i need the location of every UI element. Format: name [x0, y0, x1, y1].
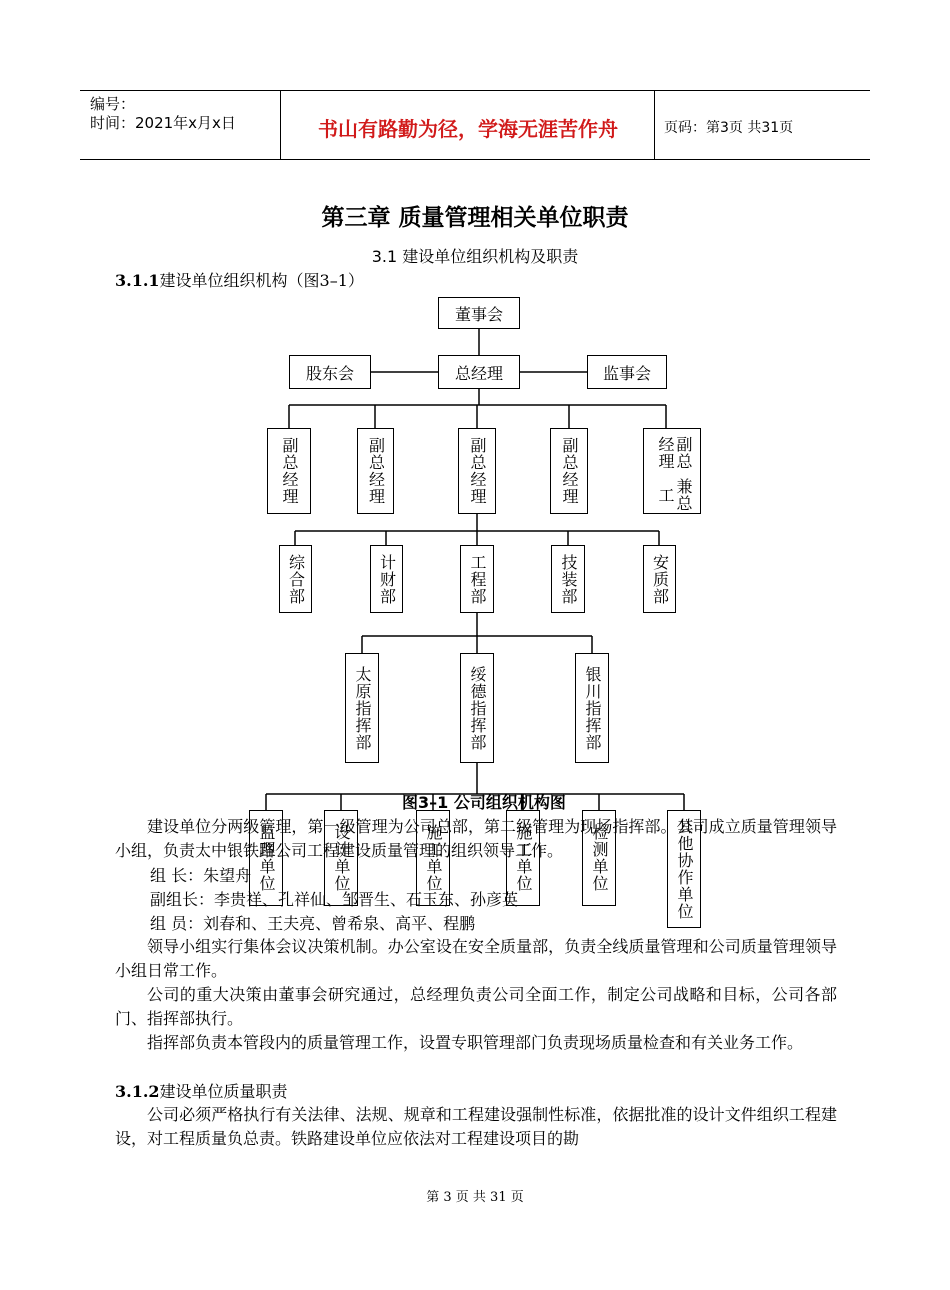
- header-divider: [654, 91, 655, 159]
- org-node-dept: [279, 545, 312, 613]
- org-node-board: 董事会: [438, 297, 520, 329]
- org-node-dept: [643, 545, 676, 613]
- page-footer: 第 3 页 共 31 页: [426, 1190, 524, 1205]
- subsection-number: 3.1.2: [115, 1082, 160, 1101]
- org-node-label: 太原指挥部: [353, 665, 372, 751]
- header-divider: [280, 91, 281, 159]
- org-node-vice-gm: [550, 428, 588, 514]
- subsection-number: 3.1.1: [115, 271, 160, 290]
- org-node-label: 副总经理: [366, 437, 386, 505]
- org-node-command: [460, 653, 494, 763]
- org-node-label: 副总经理: [560, 437, 579, 505]
- subsection-text: 建设单位组织机构（图3–1）: [159, 271, 364, 290]
- subsection-text: 建设单位质量职责: [159, 1082, 288, 1101]
- page-header: [80, 90, 870, 160]
- paragraph: 指挥部负责本管段内的质量管理工作，设置专职管理部门负责现场质量检查和有关业务工作。: [147, 1033, 804, 1052]
- org-node-label: 绥德指挥部: [468, 665, 487, 751]
- org-node-label: 技装部: [559, 553, 578, 605]
- header-motto: 书山有路勤为径，学海无涯苦作舟: [318, 117, 618, 141]
- org-node-vice-gm: [267, 428, 311, 514]
- figure-caption: 图3–1 公司组织机构图: [402, 793, 566, 812]
- org-node-command: [345, 653, 379, 763]
- org-node-label: 工程部: [468, 553, 487, 605]
- header-meta: [90, 95, 280, 133]
- org-node-vice-gm: [458, 428, 496, 514]
- section-title: 3.1 建设单位组织机构及职责: [371, 247, 579, 266]
- org-node-label: 施工单位: [424, 824, 443, 892]
- deputy-line: 副组长：李贵祥、孔祥仙、邹晋生、石玉东、孙彦英: [150, 890, 519, 909]
- org-node-supervisors: 监事会: [587, 355, 667, 389]
- org-node-general-manager: 总经理: [438, 355, 520, 389]
- org-node-label: 检测单位: [590, 824, 609, 892]
- org-node-label: 副总经理: [656, 436, 693, 470]
- org-node-vice-gm-chief-engineer: [643, 428, 701, 514]
- org-node-label: 副总经理: [280, 437, 299, 505]
- chapter-title: 第三章 质量管理相关单位职责: [321, 205, 629, 231]
- subsection-heading-312: [115, 1079, 288, 1102]
- members-line: 组 员：刘春和、王夫亮、曾希泉、高平、程鹏: [150, 914, 476, 933]
- org-node-dept: [551, 545, 585, 613]
- org-node-label: 综合部: [286, 553, 306, 605]
- org-node-label: 安质部: [650, 553, 670, 605]
- paragraph: 公司必须严格执行有关法律、法规、规章和工程建设强制性标准，依据批准的设计文件组织工程建设，对工程质量负总责。铁路建设单位应依法对工程建设项目的勘: [115, 1105, 837, 1148]
- page-indicator: 页码：第3页 共31页: [664, 120, 794, 136]
- org-node-label: 银川指挥部: [583, 665, 602, 751]
- org-node-dept: [370, 545, 403, 613]
- org-node-label: 兼总工: [656, 478, 693, 512]
- org-node-label: 其他协作单位: [675, 818, 694, 920]
- date-label: 时间：2021年x月x日: [90, 114, 236, 132]
- org-node-dept: [460, 545, 494, 613]
- subsection-heading-311: [115, 268, 364, 291]
- org-node-label: 设计单位: [332, 824, 351, 892]
- leader-line: 组 长：朱望舟: [150, 866, 252, 885]
- org-node-label: 计财部: [377, 553, 397, 605]
- org-node-label: 副总经理: [468, 437, 487, 505]
- org-node-label: 施工单位: [514, 824, 533, 892]
- paragraph: 领导小组实行集体会议决策机制。办公室设在安全质量部，负责全线质量管理和公司质量管理领导小组日常工作。: [115, 937, 837, 980]
- org-node-shareholders: 股东会: [289, 355, 371, 389]
- org-node-label: 监理单位: [257, 824, 276, 892]
- org-node-command: [575, 653, 609, 763]
- org-node-vice-gm: [357, 428, 394, 514]
- paragraph: 公司的重大决策由董事会研究通过，总经理负责公司全面工作，制定公司战略和目标，公司各部门、指挥部执行。: [115, 985, 837, 1028]
- paragraph: 建设单位分两级管理，第一级管理为公司总部，第二级管理为现场指挥部。公司成立质量管理领导小组，负责太中银铁路公司工程建设质量管理的组织领导工作。: [115, 817, 837, 860]
- number-label: 编号：: [90, 95, 136, 113]
